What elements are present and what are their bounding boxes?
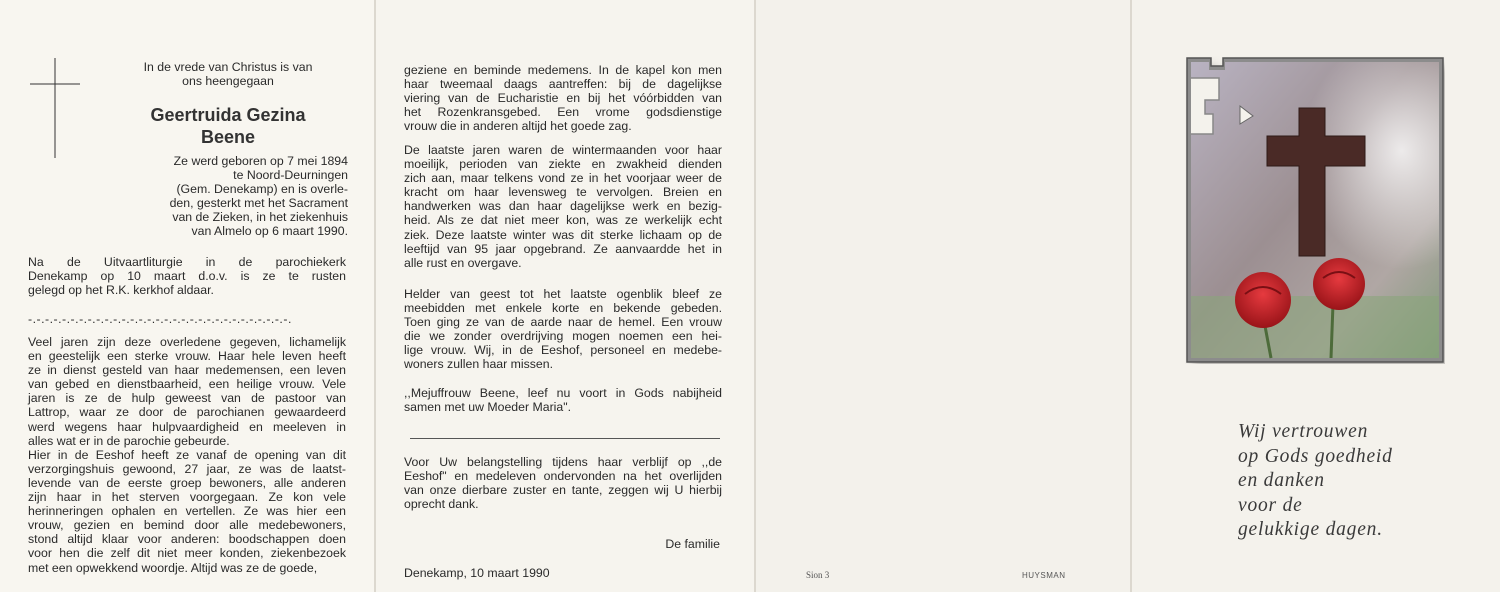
text-line: Voor Uw belangstelling tijdens haar verblijf op ,,de xyxy=(404,455,722,469)
dash-divider: -.-.-.-.-.-.-.-.-.-.-.-.-.-.-.-.-.-.-.-.-.-.-.-.-.-.-.-.-.-.-. xyxy=(28,312,292,326)
bio-line: van de Zieken, in het ziekenhuis xyxy=(172,210,348,225)
text-line: heid. Als ze dat niet meer kon, was ze werkelijk echt xyxy=(404,213,722,228)
bio-line: den, gesterkt met het Sacrament xyxy=(169,196,348,211)
text-line: samen met uw Moeder Maria". xyxy=(404,400,572,415)
text-line: meebidden met enkele korte en bekende gebeden. xyxy=(404,301,722,316)
text-line: werd wegens haar hulpvaardigheid en meeleven in xyxy=(28,419,346,434)
card-panel-cover xyxy=(1132,0,1500,592)
text-line: ze in dienst gesteld van haar medemensen, een leven xyxy=(28,363,346,378)
text-line: zijn haar in het sterven voorgegaan. Ze kon vele xyxy=(28,490,346,505)
intro-line: In de vrede van Christus is van xyxy=(143,60,313,74)
cross-roses-photo xyxy=(1185,56,1445,364)
text-line: alle rust en overgave. xyxy=(404,255,522,270)
text-line: Toen ging ze van de aarde naar de hemel. Een vrouw xyxy=(404,315,722,330)
printer-name: HUYSMAN xyxy=(1022,571,1066,580)
funeral-details xyxy=(28,255,346,297)
bio-line: van Almelo op 6 maart 1990. xyxy=(191,224,348,239)
name-line: Beene xyxy=(200,127,256,147)
place-date: Denekamp, 10 maart 1990 xyxy=(404,566,550,580)
birth-death-details xyxy=(108,154,348,239)
text-line: jaren is ze de hulp geweest van de pastoor van xyxy=(28,391,346,406)
quote-line: voor de xyxy=(1238,494,1303,516)
quote-line: en danken xyxy=(1238,470,1325,491)
text-line: vrouw, gezien en bemind door alle medebewoners, xyxy=(28,518,346,533)
text-line: met een opwekkend woordje. Altijd was ze de goede, xyxy=(28,560,318,575)
text-line: oprecht dank. xyxy=(404,497,479,512)
card-panel-obituary-continued xyxy=(376,0,754,592)
text-block-thanks xyxy=(404,455,722,511)
text-line: Hier in de Eeshof heeft ze vanaf de opening van dit xyxy=(28,447,346,462)
card-panel-obituary-front xyxy=(0,0,374,592)
signature-family: De familie xyxy=(665,537,720,551)
text-line: die we zonder overdrijving mogen noemen een hei- xyxy=(404,329,722,344)
text-line: De laatste jaren waren de wintermaanden voor haar xyxy=(404,143,722,157)
text-line: viering van de Eucharistie en bij het vóórbidden van xyxy=(404,91,722,106)
bio-line: te Noord-Deurningen xyxy=(233,168,348,183)
text-line: Helder van geest tot het laatste ogenblik bleef ze xyxy=(404,287,722,301)
text-line: ,,Mejuffrouw Beene, leef nu voort in Gods nabijheid xyxy=(404,386,722,400)
text-block-final-years xyxy=(404,143,722,270)
text-line: woners zullen haar missen. xyxy=(404,357,553,372)
bio-line: Ze werd geboren op 7 mei 1894 xyxy=(173,154,348,168)
text-line: handwerken was dan haar dagelijkse werk en bezig- xyxy=(404,199,722,214)
funeral-line: gelegd op het R.K. kerkhof aldaar. xyxy=(28,283,214,298)
name-line: Geertruida Gezina xyxy=(150,105,306,125)
text-line: Veel jaren zijn deze overledene gegeven, lichamelijk xyxy=(28,335,346,349)
text-line: en geestelijk een sterke vrouw. Haar hele leven heeft xyxy=(28,349,346,364)
text-line: kracht om haar levensweg te vervolgen. Breien en xyxy=(404,185,722,200)
card-panel-back xyxy=(756,0,1130,592)
text-block-last-moments xyxy=(404,287,722,372)
funeral-line: Denekamp op 10 maart d.o.v. is ze te rusten xyxy=(28,269,346,284)
text-line: zich aan, maar telkens vond ze in het voorjaar weer de xyxy=(404,171,722,186)
funeral-line: Na de Uitvaartliturgie in de parochiekerk xyxy=(28,255,346,269)
text-line: van gebed en dienstbaarheid, een heilige vrouw. Vele xyxy=(28,377,346,392)
cover-quote xyxy=(1238,420,1478,543)
quote-line: gelukkige dagen. xyxy=(1238,519,1383,540)
text-block-farewell-quote xyxy=(404,386,722,414)
text-line: stond altijd klaar voor anderen: boodschappen doen xyxy=(28,532,346,547)
quote-line: Wij vertrouwen xyxy=(1238,421,1369,442)
text-line: herinneringen ophalen en vertellen. Ze was hier een xyxy=(28,504,346,519)
cross-icon xyxy=(30,58,80,158)
text-block-chapel xyxy=(404,63,722,133)
divider-line xyxy=(410,438,720,439)
deceased-name xyxy=(108,104,348,148)
text-line: ziek. Deze laatste winter was dit sterke lichaam op de xyxy=(404,227,722,242)
quote-line: op Gods goedheid xyxy=(1238,445,1393,467)
bio-line: (Gem. Denekamp) en is overle- xyxy=(176,182,348,197)
intro-text xyxy=(103,60,353,88)
text-line: het Rozenkransgebed. Een vrome godsdienstige xyxy=(404,105,722,120)
text-line: haar tweemaal daags aantreffen: bij de dagelijkse xyxy=(404,77,722,92)
text-line: moeilijk, perioden van ziekte en zwakheid dienden xyxy=(404,157,722,172)
text-line: van onze dierbare zuster en tante, zeggen wij U hierbij xyxy=(404,483,722,498)
text-line: verzorgingshuis gewoond, 27 jaar, ze was de laatst- xyxy=(28,461,346,476)
text-line: Lattrop, waar ze door de parochianen gewaardeerd xyxy=(28,405,346,420)
text-line: levende van de eerste groep bewoners, alle anderen xyxy=(28,475,346,490)
text-line: Eeshof" en medeleven ondervonden na het overlijden xyxy=(404,469,722,484)
biography-paragraph xyxy=(28,335,346,575)
intro-line: ons heengegaan xyxy=(182,74,274,89)
text-line: geziene en beminde medemens. In de kapel kon men xyxy=(404,63,722,77)
text-line: leeftijd van 95 jaar opgebrand. Ze aanvaardde het in xyxy=(404,241,722,256)
text-line: alles wat er in de parochie gebeurde. xyxy=(28,433,230,448)
catalog-number: Sion 3 xyxy=(806,570,830,580)
text-line: lige vrouw. Wij, in de Eeshof, personeel en medebe- xyxy=(404,343,722,358)
text-line: voor hen die zelf dit niet meer konden, ziekenbezoek xyxy=(28,546,346,561)
text-line: vrouw die in anderen altijd het goede zag. xyxy=(404,119,632,134)
